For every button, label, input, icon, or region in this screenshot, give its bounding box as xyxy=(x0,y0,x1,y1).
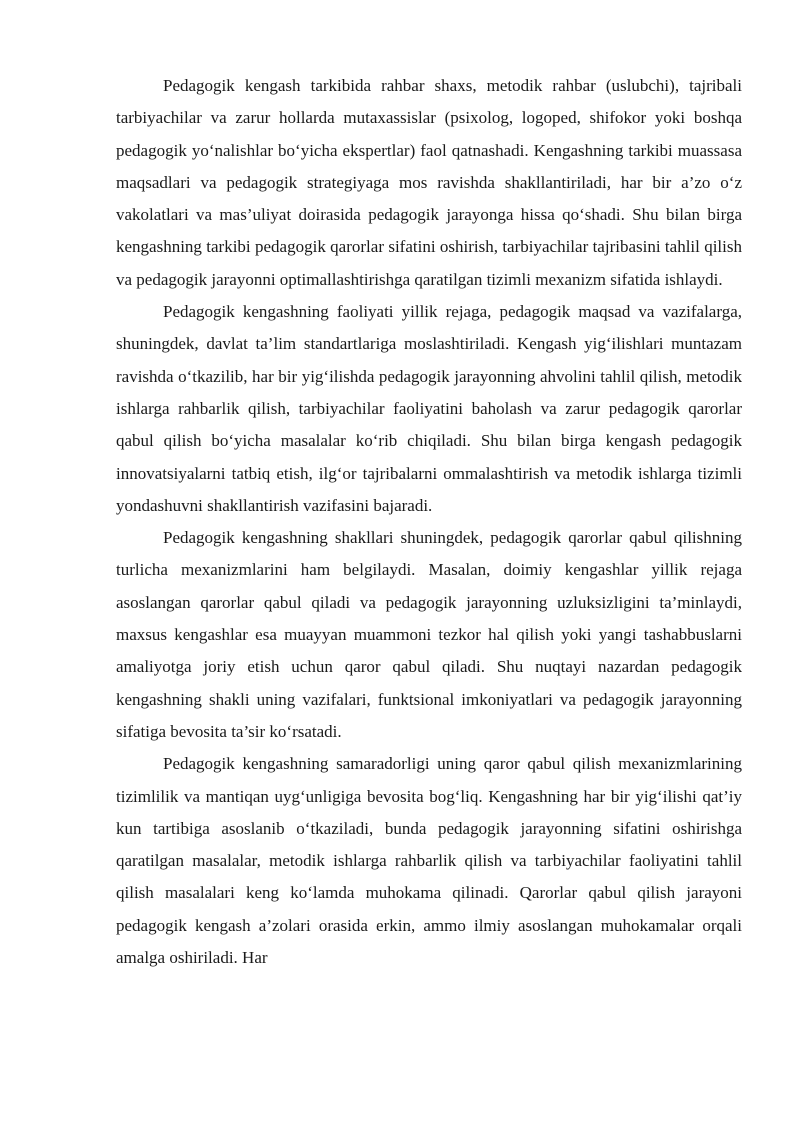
paragraph: Pedagogik kengashning faoliyati yillik rejaga, pedagogik maqsad va vazifalarga, shuningdek, davlat ta’lim standartlariga moslashtiriladi. Kengash yig‘ilishlari muntazam ravishda o‘tkazilib, har bir yig‘ilishda pedagogik jarayonning ahvolini tahlil qilish, metodik ishlarga rahbarlik qilish, tarbiyachilar faoliyatini baholash va zarur pedagogik qarorlar qabul qilish bo‘yicha masalalar ko‘rib chiqiladi. Shu bilan birga kengash pedagogik innovatsiyalarni tatbiq etish, ilg‘or tajribalarni ommalashtirish va metodik ishlarga tizimli yondashuvni shakllantirish vazifasini bajaradi. xyxy=(116,302,742,515)
paragraph: Pedagogik kengash tarkibida rahbar shaxs, metodik rahbar (uslubchi), tajribali tarbiyachilar va zarur hollarda mutaxassislar (psixolog, logoped, shifokor yoki boshqa pedagogik yo‘nalishlar bo‘yicha ekspertlar) faol qatnashadi. Kengashning tarkibi muassasa maqsadlari va pedagogik strategiyaga mos ravishda shakllantiriladi, har bir a’zo o‘z vakolatlari va mas’uliyat doirasida pedagogik jarayonga hissa qo‘shadi. Shu bilan birga kengashning tarkibi pedagogik qarorlar sifatini oshirish, tarbiyachilar tajribasini tahlil qilish va pedagogik jarayonni optimallashtirishga qaratilgan tizimli mexanizm sifatida ishlaydi. xyxy=(116,76,742,289)
paragraph: Pedagogik kengashning shakllari shuningdek, pedagogik qarorlar qabul qilishning turlicha mexanizmlarini ham belgilaydi. Masalan, doimiy kengashlar yillik rejaga asoslangan qarorlar qabul qiladi va pedagogik jarayonning uzluksizligini ta’minlaydi, maxsus kengashlar esa muayyan muammoni tezkor hal qilish yoki yangi tashabbuslarni amaliyotga joriy etish uchun qaror qabul qiladi. Shu nuqtayi nazardan pedagogik kengashning shakli uning vazifalari, funktsional imkoniyatlari va pedagogik jarayonning sifatiga bevosita ta’sir ko‘rsatadi. xyxy=(116,528,742,741)
document-page xyxy=(116,70,742,974)
paragraph: Pedagogik kengashning samaradorligi uning qaror qabul qilish mexanizmlarining tizimlilik va mantiqan uyg‘unligiga bevosita bog‘liq. Kengashning har bir yig‘ilishi qat’iy kun tartibiga asoslanib o‘tkaziladi, bunda pedagogik jarayonning sifatini oshirishga qaratilgan masalalar, metodik ishlarga rahbarlik qilish va tarbiyachilar faoliyatini tahlil qilish masalalari keng ko‘lamda muhokama qilinadi. Qarorlar qabul qilish jarayoni pedagogik kengash a’zolari orasida erkin, ammo ilmiy asoslangan muhokamalar orqali amalga oshiriladi. Har xyxy=(116,754,742,968)
